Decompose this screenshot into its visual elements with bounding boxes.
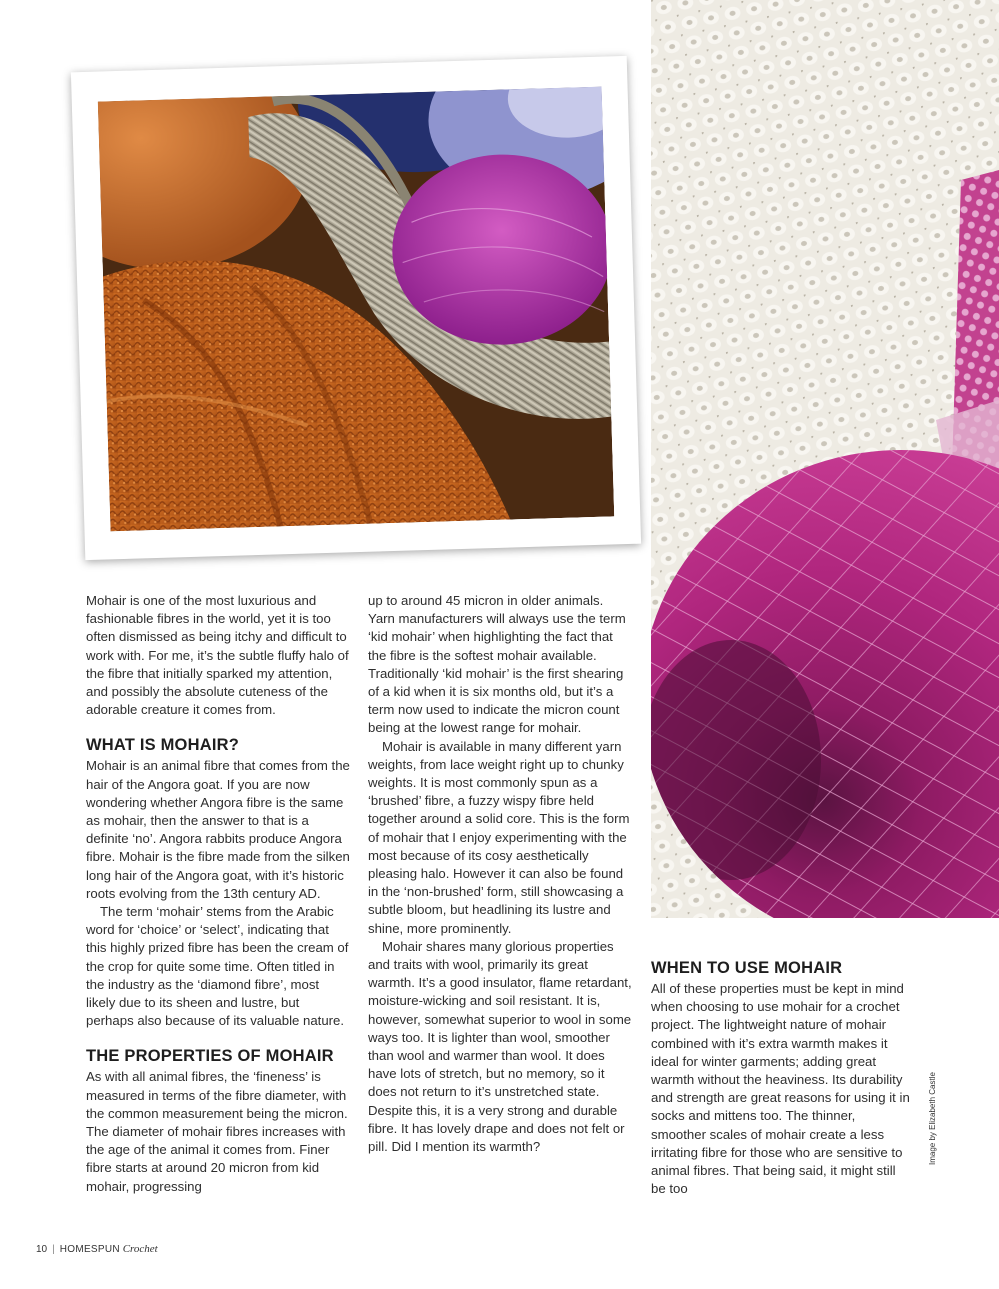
page-footer [36,1243,158,1255]
heading-properties-of-mohair: THE PROPERTIES OF MOHAIR [86,1047,334,1066]
page-number: 10 [36,1244,48,1255]
side-photo-image [651,0,999,918]
magazine-section: Crochet [122,1243,158,1255]
what-paragraph-2: The term ‘mohair’ stems from the Arabic word for ‘choice’ or ‘select’, indicating that this highly prized fibre has been the cream of the crop for quite some time. Often titled in the industry as the ‘diamond fibre’, most likely due to its sheen and lustre, but perhaps also because of its valuable nature. [86,904,349,1029]
text-column-3 [651,958,913,1198]
image-credit: Image by Elizabeth Castle [928,1072,937,1165]
properties-paragraph-3: Mohair is available in many different yarn weights, from lace weight right up to chunky weights. It is most commonly spun as a ‘brushed’ fibre, a fuzzy wispy fibre held together around a solid core. This is the form of mohair that I enjoy experimenting with the most because of its cosy aesthetically pleasing halo. However it can also be found in the ‘non-brushed’ form, still showcasing a subtle bloom, but headlining its lustre and shine, more prominently. [368,738,630,936]
heading-what-is-mohair: WHAT IS MOHAIR? [86,736,240,755]
main-photo-image [98,87,615,532]
properties-paragraph-4: Mohair shares many glorious properties and traits with wool, primarily its great warmth. It’s a good insulator, flame retardant, moisture-wicking and soil resistant. It is, however, somewhat superior to wool in some ways too. It is lighter than wool, smoother than wool and warmer than wool. It does have lots of stretch, but no memory, so it does not return to it’s unstretched state. Despite this, it is a very strong and durable fibre. It has lovely drape and does not felt or pill. Did I mention its warmth? [368,938,632,1155]
what-paragraph-1: Mohair is an animal fibre that comes from the hair of the Angora goat. If you are now wondering whether Angora fibre is the same as mohair, then the answer to that is a definite ‘no’. Angora rabbits produce Angora fibre. Mohair is the fibre made from the silken long hair of the Angora goat, with it’s historic roots evolving from the 13th century AD. [86,758,350,901]
intro-paragraph: Mohair is one of the most luxurious and fashionable fibres in the world, yet it is too often dismissed as being itchy and difficult to work with. For me, it’s the subtle fluffy halo of the fibre that initially sparked my attention, and possibly the absolute cuteness of the adorable creature it comes from. [86,593,349,718]
text-column-2 [368,592,632,1156]
footer-separator: | [52,1244,55,1255]
main-photo [98,87,615,532]
heading-when-to-use-mohair: WHEN TO USE MOHAIR [651,959,843,977]
magazine-name: HOMESPUN [59,1244,120,1255]
main-photo-frame [71,56,641,560]
text-column-1 [86,592,350,1196]
when-paragraph-1: All of these properties must be kept in mind when choosing to use mohair for a crochet project. The lightweight nature of mohair combined with it’s extra warmth makes it ideal for winter garments; adding great warmth without the heaviness. Its durability and strength are great reasons for using it in socks and mittens too. The thinner, smoother scales of mohair create a less irritating fibre for those who are sensitive to animal fibres. That being said, it might still be too [651,981,910,1197]
side-photo [651,0,999,918]
properties-paragraph-1: As with all animal fibres, the ‘fineness’ is measured in terms of the fibre diameter, with the common measurement being the micron. The diameter of mohair fibres increases with the age of the animal it comes from. Finer fibre starts at around 20 micron from kid mohair, progressing [86,1069,348,1194]
properties-paragraph-2: up to around 45 micron in older animals. Yarn manufacturers will always use the term ‘kid mohair’ when highlighting the fact that the fibre is the softest mohair available. Traditionally ‘kid mohair’ is the first shearing of a kid when it is six months old, but it’s a term now used to indicate the micron count being at the lowest range for mohair. [368,593,626,736]
